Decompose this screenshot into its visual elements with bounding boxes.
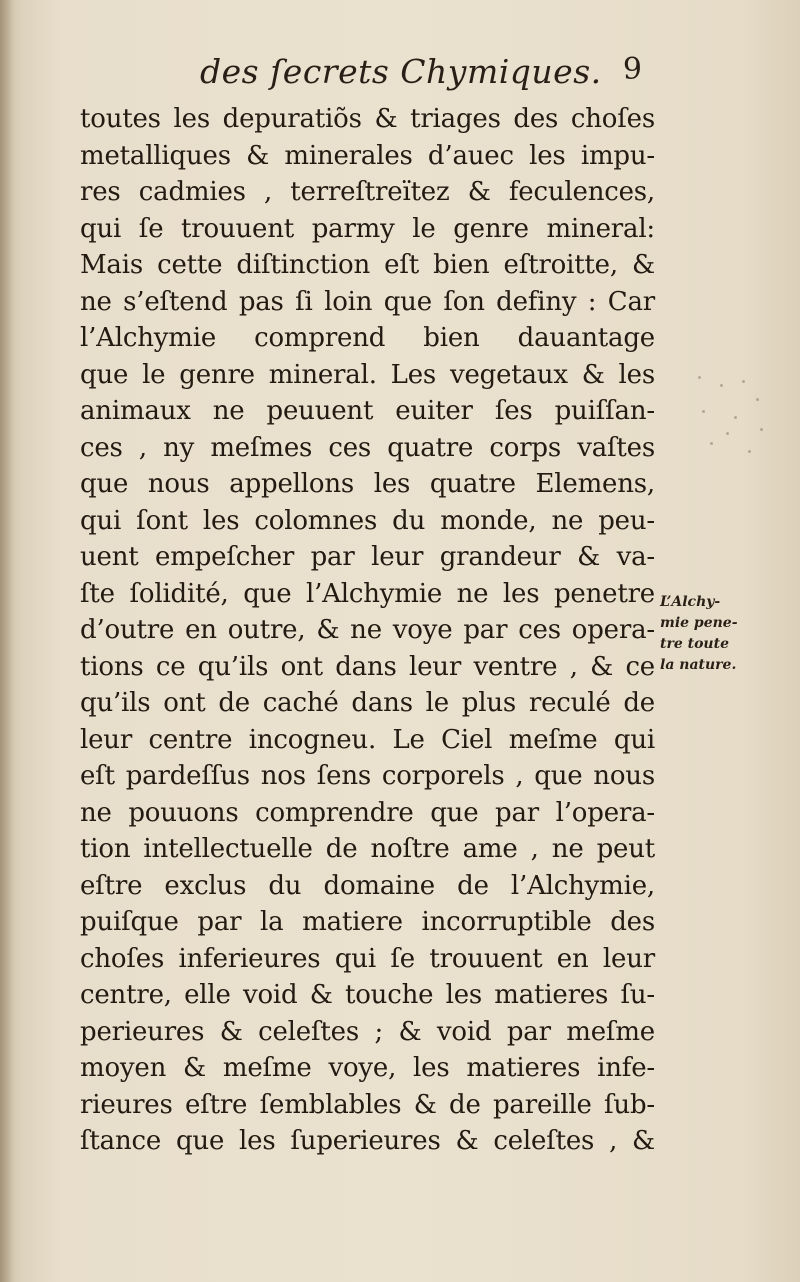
text-line: eſt pardeſſus nos ſens corporels , que nous (80, 761, 655, 791)
text-line: tions ce qu’ils ont dans leur ventre , & ce (80, 651, 655, 682)
page-number: 9 (622, 52, 642, 87)
ink-speck (748, 450, 751, 453)
ink-speck (720, 384, 723, 387)
text-line: centre, elle void & touche les matieres ſu- (80, 980, 655, 1010)
ink-speck (760, 428, 763, 431)
text-line: ne pouuons comprendre que par l’opera- (80, 797, 655, 828)
text-line: eſtre exclus du domaine de l’Alchymie, (80, 870, 655, 901)
text-line: moyen & meſme voye, les matieres infe- (80, 1053, 655, 1083)
text-line: puiſque par la matiere incorruptible des (80, 907, 655, 937)
text-line: rieures eſtre ſemblables & de pareille ſub- (80, 1089, 655, 1120)
ink-speck (734, 416, 737, 419)
ink-speck (698, 376, 701, 379)
text-line: ſte ſolidité, que l’Alchymie ne les penetre (80, 578, 655, 609)
margin-note-line: mie pene- (660, 615, 738, 631)
margin-note (660, 592, 770, 676)
text-line: qu’ils ont de caché dans le plus reculé de (80, 688, 655, 718)
text-line: tion intellectuelle de noſtre ame , ne peut (80, 834, 655, 864)
text-line: choſes inferieures qui ſe trouuent en leur (80, 943, 655, 974)
text-line: leur centre incogneu. Le Ciel meſme qui (80, 724, 655, 755)
margin-note-line: tre toute (660, 636, 729, 652)
ink-speck (710, 442, 713, 445)
text-line: ſtance que les ſuperieures & celeſtes , & (80, 1126, 655, 1156)
margin-note-line: la nature. (660, 657, 737, 673)
ink-speck (742, 380, 745, 383)
text-line: perieures & celeſtes ; & void par meſme (80, 1016, 655, 1047)
text-line: uent empeſcher par leur grandeur & va- (80, 542, 655, 572)
running-title: des ſecrets Chymiques. (200, 52, 602, 91)
text-line: que nous appellons les quatre Elemens, (80, 469, 655, 499)
text-line: ne s’eſtend pas ſi loin que ſon definy : Car (80, 286, 655, 317)
text-line: l’Alchymie comprend bien dauantage (80, 323, 655, 353)
text-line: que le genre mineral. Les vegetaux & les (80, 359, 655, 390)
ink-speck (726, 432, 729, 435)
text-line: d’outre en outre, & ne voye par ces opera- (80, 615, 655, 645)
text-line: animaux ne peuuent euiter ſes puiſſan- (80, 396, 655, 426)
margin-note-line: L’Alchy- (660, 594, 721, 610)
text-line: ces , ny meſmes ces quatre corps vaſtes (80, 432, 655, 463)
text-line: Mais cette diſtinction eſt bien eſtroitte, & (80, 250, 655, 280)
ink-speck (756, 398, 759, 401)
gutter-shadow (0, 0, 14, 1282)
text-line: metalliques & minerales d’auec les impu- (80, 140, 655, 171)
text-line: toutes les depuratiõs & triages des choſes (80, 104, 655, 134)
text-line: qui ſe trouuent parmy le genre mineral: (80, 213, 655, 244)
running-head (80, 52, 660, 102)
body-text (80, 101, 655, 1160)
text-line: qui ſont les colomnes du monde, ne peu- (80, 505, 655, 536)
ink-bleed-through (690, 370, 770, 460)
text-line: res cadmies , terreſtreïtez & feculences, (80, 177, 655, 207)
ink-speck (702, 410, 705, 413)
